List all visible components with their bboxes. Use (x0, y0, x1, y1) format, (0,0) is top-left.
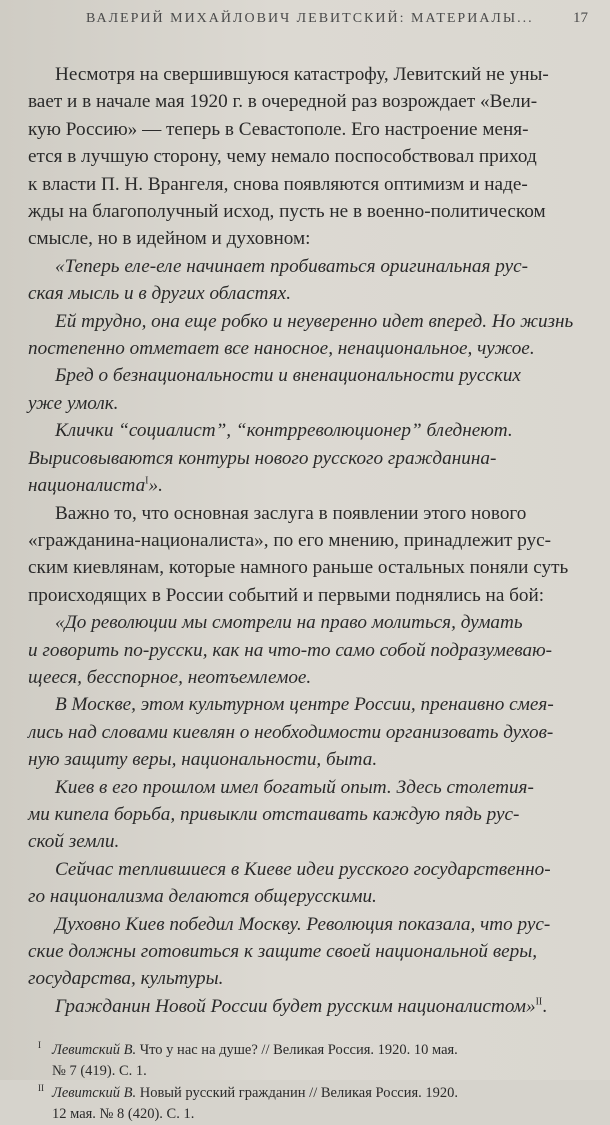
quote-line: Ей трудно, она еще робко и неуверенно идет вперед. Но жизнь (55, 310, 574, 332)
quote-line: Духовно Киев победил Москву. Революция показала, что рус- (55, 913, 551, 935)
footnote-ref-2[interactable]: II (535, 996, 543, 1008)
running-header (28, 10, 588, 27)
quote-line: Киев в его прошлом имел богатый опыт. Здесь столетия- (55, 776, 534, 798)
footnotes (28, 1040, 588, 1125)
footnote-1: I Левитский В. Что у нас на душе? // Великая Россия. 1920. 10 мая. № 7 (419). С. 1. (38, 1040, 458, 1080)
running-title: ВАЛЕРИЙ МИХАЙЛОВИЧ ЛЕВИТСКИЙ: МАТЕРИАЛЫ... (86, 11, 534, 26)
quote-line: Гражданин Новой России будет русским националистом»$^{II}$. (55, 995, 548, 1017)
page-number: 17 (573, 10, 588, 26)
quote-line: ская мысль и в других областях. (28, 283, 291, 305)
quote-line: уже умолк. (28, 392, 119, 414)
footnote-2: II Левитский В. Новый русский гражданин // Великая Россия. 1920. 12 мая. № 8 (420). С. 1. (38, 1083, 458, 1123)
quote-line: государства, культуры. (28, 968, 224, 990)
quote-line: Бред о безнациональности и вненациональности русских (55, 365, 521, 387)
paragraph-2: Важно то, что основная заслуга в появлении этого нового «гражданина-националиста», по его мнению, принадлежит рус- ским киевлянам, которые намного раньше остальных поняли суть происходящих в России событий и первыми поднялись на бой: (28, 502, 569, 606)
quote-line: ской земли. (28, 831, 120, 853)
quote-line: ские должны готовиться к защите своей национальной веры, (28, 941, 538, 962)
quote-line: ми кипела борьба, привыкли отстаивать каждую пядь рус- (28, 803, 520, 825)
quote-line: Клички “социалист”, “контрреволюционер” бледнеют. (55, 420, 513, 442)
quote-line: Вырисовываются контуры нового русского гражданина- (28, 447, 497, 469)
quote-line: Сейчас теплившиеся в Киеве идеи русского государственно- (55, 858, 551, 880)
quote-line: лись над словами киевлян о необходимости организовать духов- (28, 721, 554, 743)
quote-line: «До революции мы смотрели на право молиться, думать (55, 612, 523, 634)
quote-line: постепенно отметает все наносное, ненациональное, чужое. (28, 338, 535, 360)
quote-line: ную защиту веры, национальности, быта. (28, 749, 378, 771)
footnote-ref-1[interactable]: I (145, 475, 149, 487)
quote-line: В Москве, этом культурном центре России, пренаивно смея- (55, 694, 554, 716)
quote-line: националиста$^I$». (28, 475, 163, 497)
paragraph-1: Несмотря на свершившуюся катастрофу, Левитский не уны- вает и в начале мая 1920 г. в очередной раз возрождает «Вели- кую Россию» — теперь в Севастополе. Его настроение меня- ется в лучшую сторону, чему немало поспособствовал приход к власти П. Н. Врангеля, снова появляются оптимизм и наде- жды на благополучный исход, пусть не в военно-политическом смысле, но в идейном и духовном: (28, 64, 549, 250)
quote-line: «Теперь еле-еле начинает пробиваться оригинальная рус- (55, 255, 528, 277)
quote-line: щееся, бесспорное, неотъемлемое. (28, 666, 312, 688)
quote-line: го национализма делаются общерусскими. (28, 886, 377, 908)
main-text (28, 61, 588, 1020)
quote-line: и говорить по-русски, как на что-то само собой подразумеваю- (28, 639, 553, 661)
